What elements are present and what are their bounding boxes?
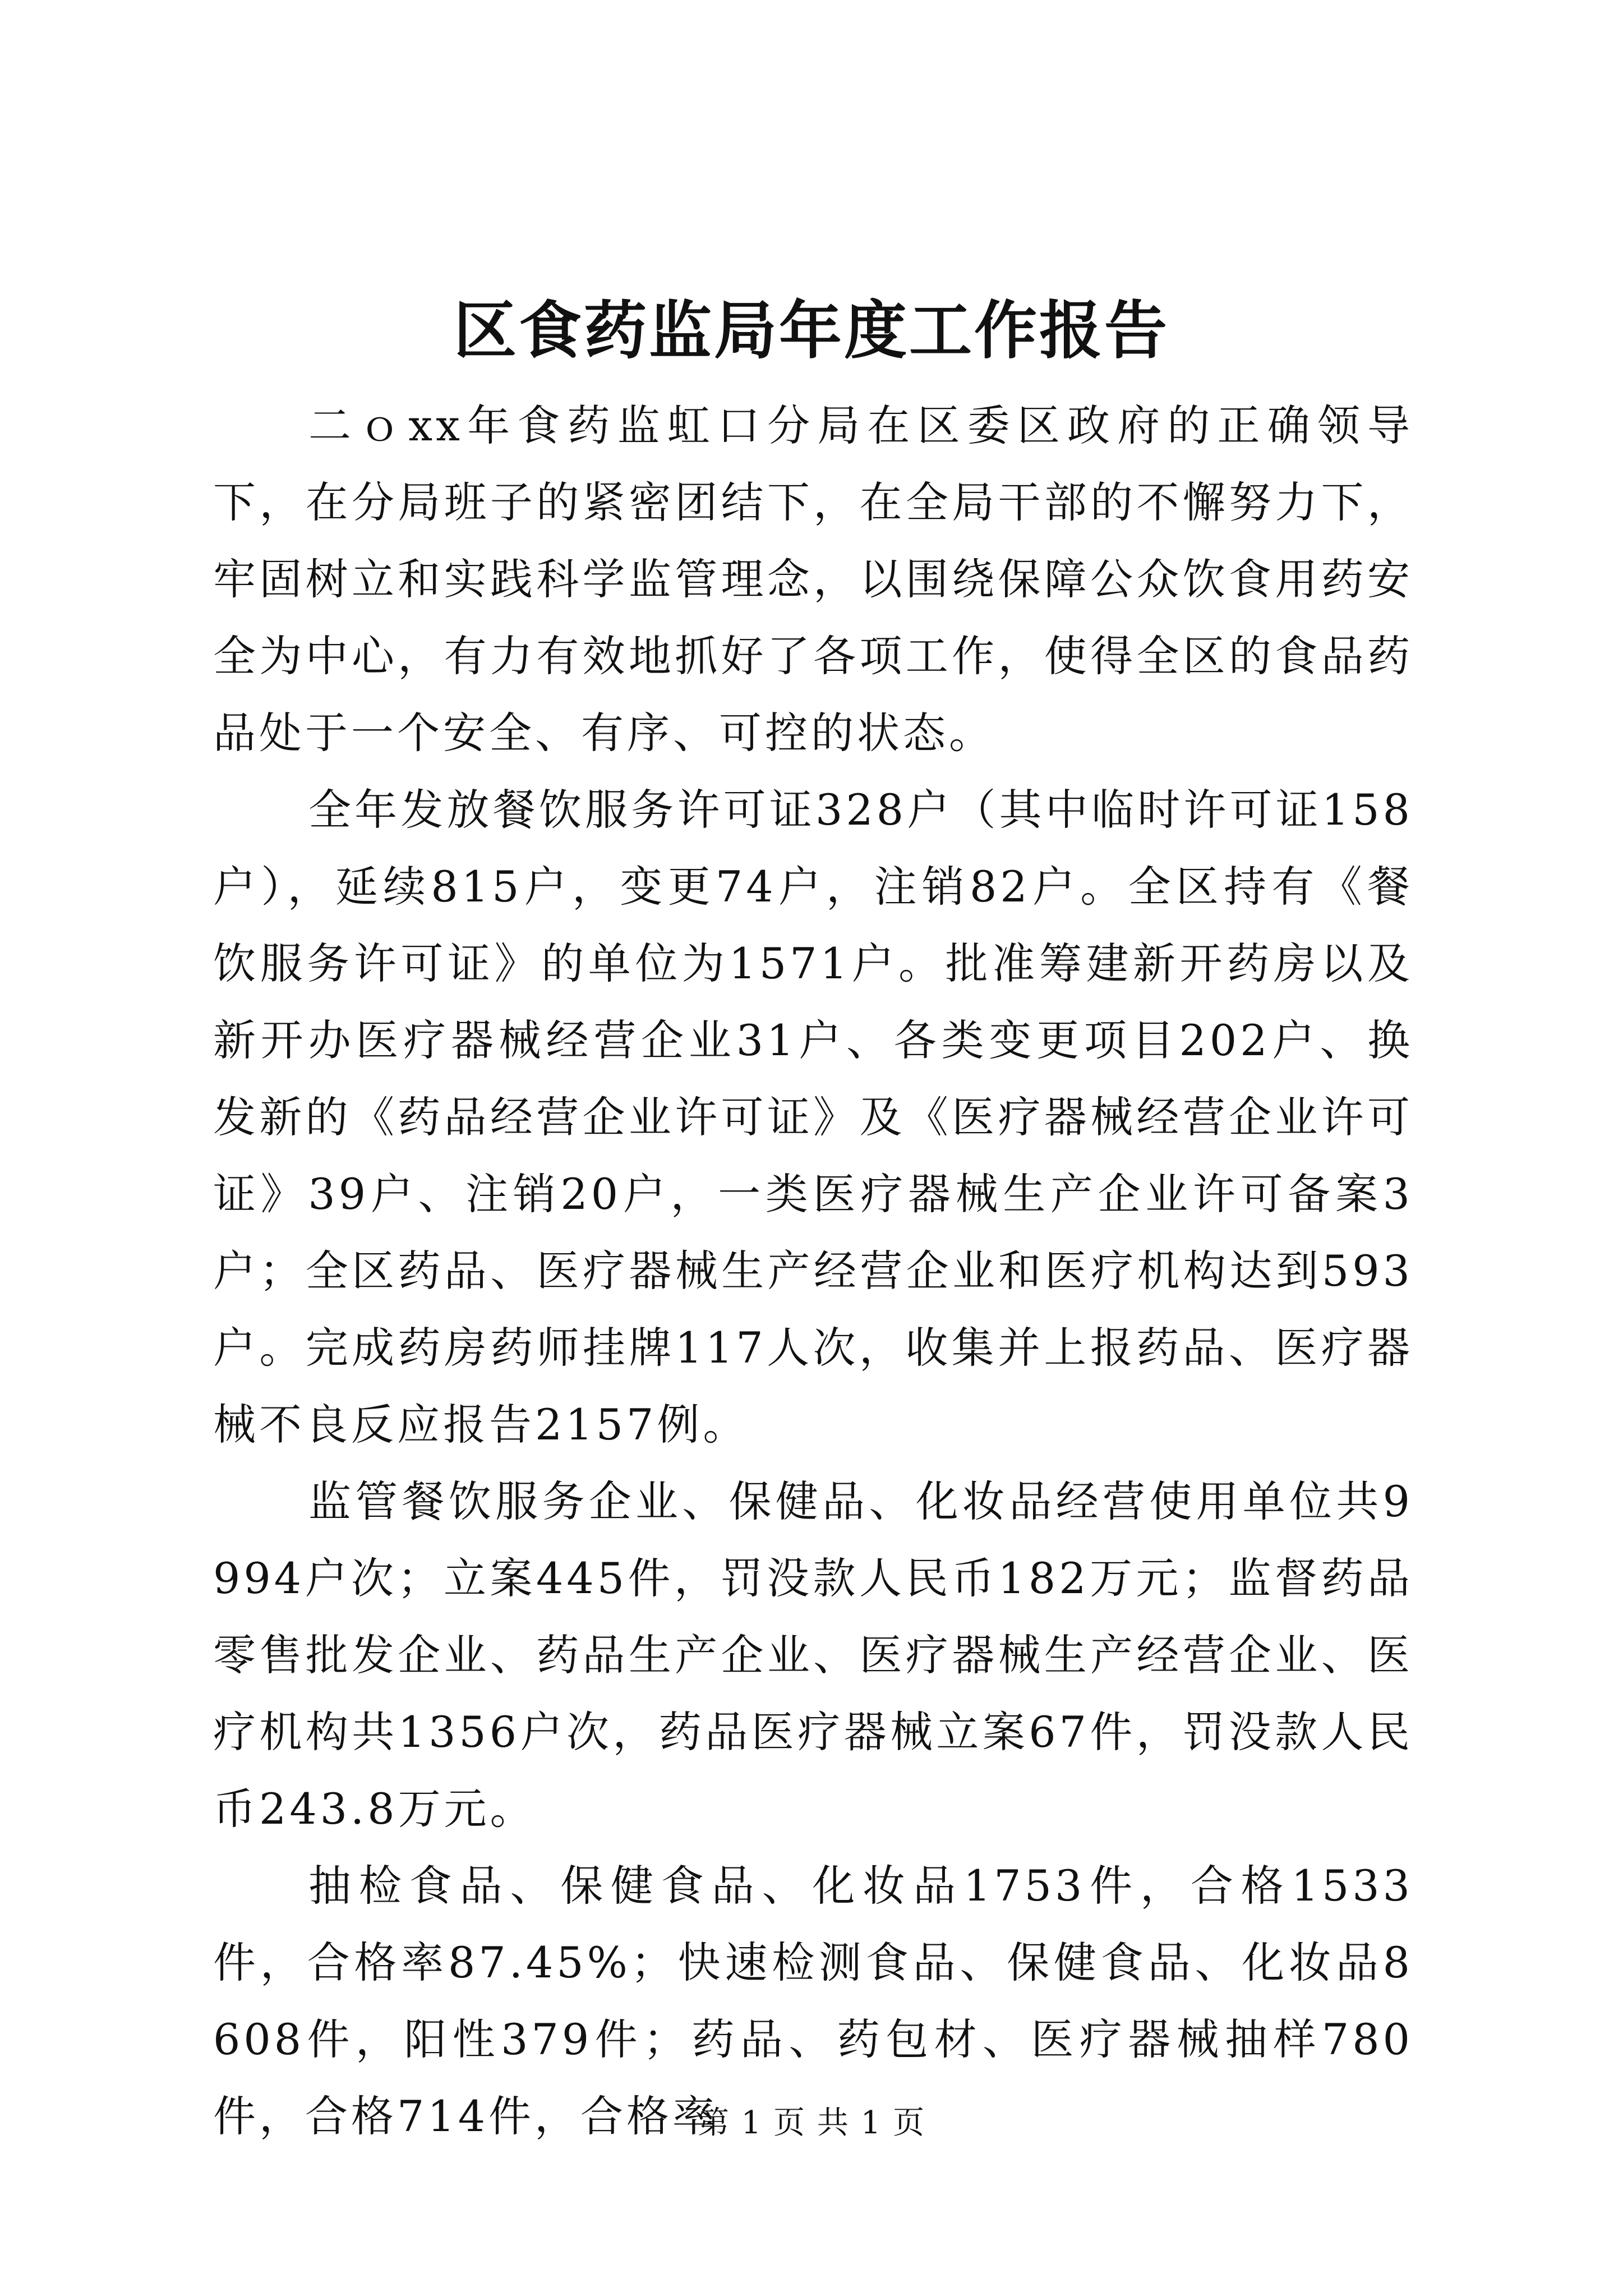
paragraph-licensing: 全年发放餐饮服务许可证328户（其中临时许可证158户），延续815户，变更74户，注销82户。全区持有《餐饮服务许可证》的单位为1571户。批准筹建新开药房以及新开办医疗器械经营企业31户、各类变更项目202户、换发新的《药品经营企业许可证》及《医疗器械经营企业许可证》39户、注销20户，一类医疗器械生产企业许可备案3户；全区药品、医疗器械生产经营企业和医疗机构达到593户。完成药房药师挂牌117人次，收集并上报药品、医疗器械不良反应报告2157例。 bbox=[213, 785, 1413, 1450]
page-footer: 第 1 页 共 1 页 bbox=[697, 2105, 926, 2141]
document-title: 区食药监局年度工作报告 bbox=[454, 294, 1169, 367]
paragraph-supervision: 监管餐饮服务企业、保健品、化妆品经营使用单位共9994户次；立案445件，罚没款人民币182万元；监督药品零售批发企业、药品生产企业、医疗器械生产经营企业、医疗机构共1356户次，药品医疗器械立案67件，罚没款人民币243.8万元。 bbox=[213, 1476, 1413, 1834]
paragraph-intro: 二ｏxx年食药监虹口分局在区委区政府的正确领导下，在分局班子的紧密团结下，在全局干部的不懈努力下，牢固树立和实践科学监管理念，以围绕保障公众饮食用药安全为中心，有力有效地抓好了各项工作，使得全区的食品药品处于一个安全、有序、可控的状态。 bbox=[213, 401, 1413, 758]
paragraph-inspection: 抽检食品、保健食品、化妆品1753件，合格1533件，合格率87.45%；快速检测食品、保健食品、化妆品8608件，阳性379件；药品、药包材、医疗器械抽样780件，合格714件，合格率 bbox=[213, 1861, 1413, 2141]
document-body bbox=[213, 387, 1413, 2155]
